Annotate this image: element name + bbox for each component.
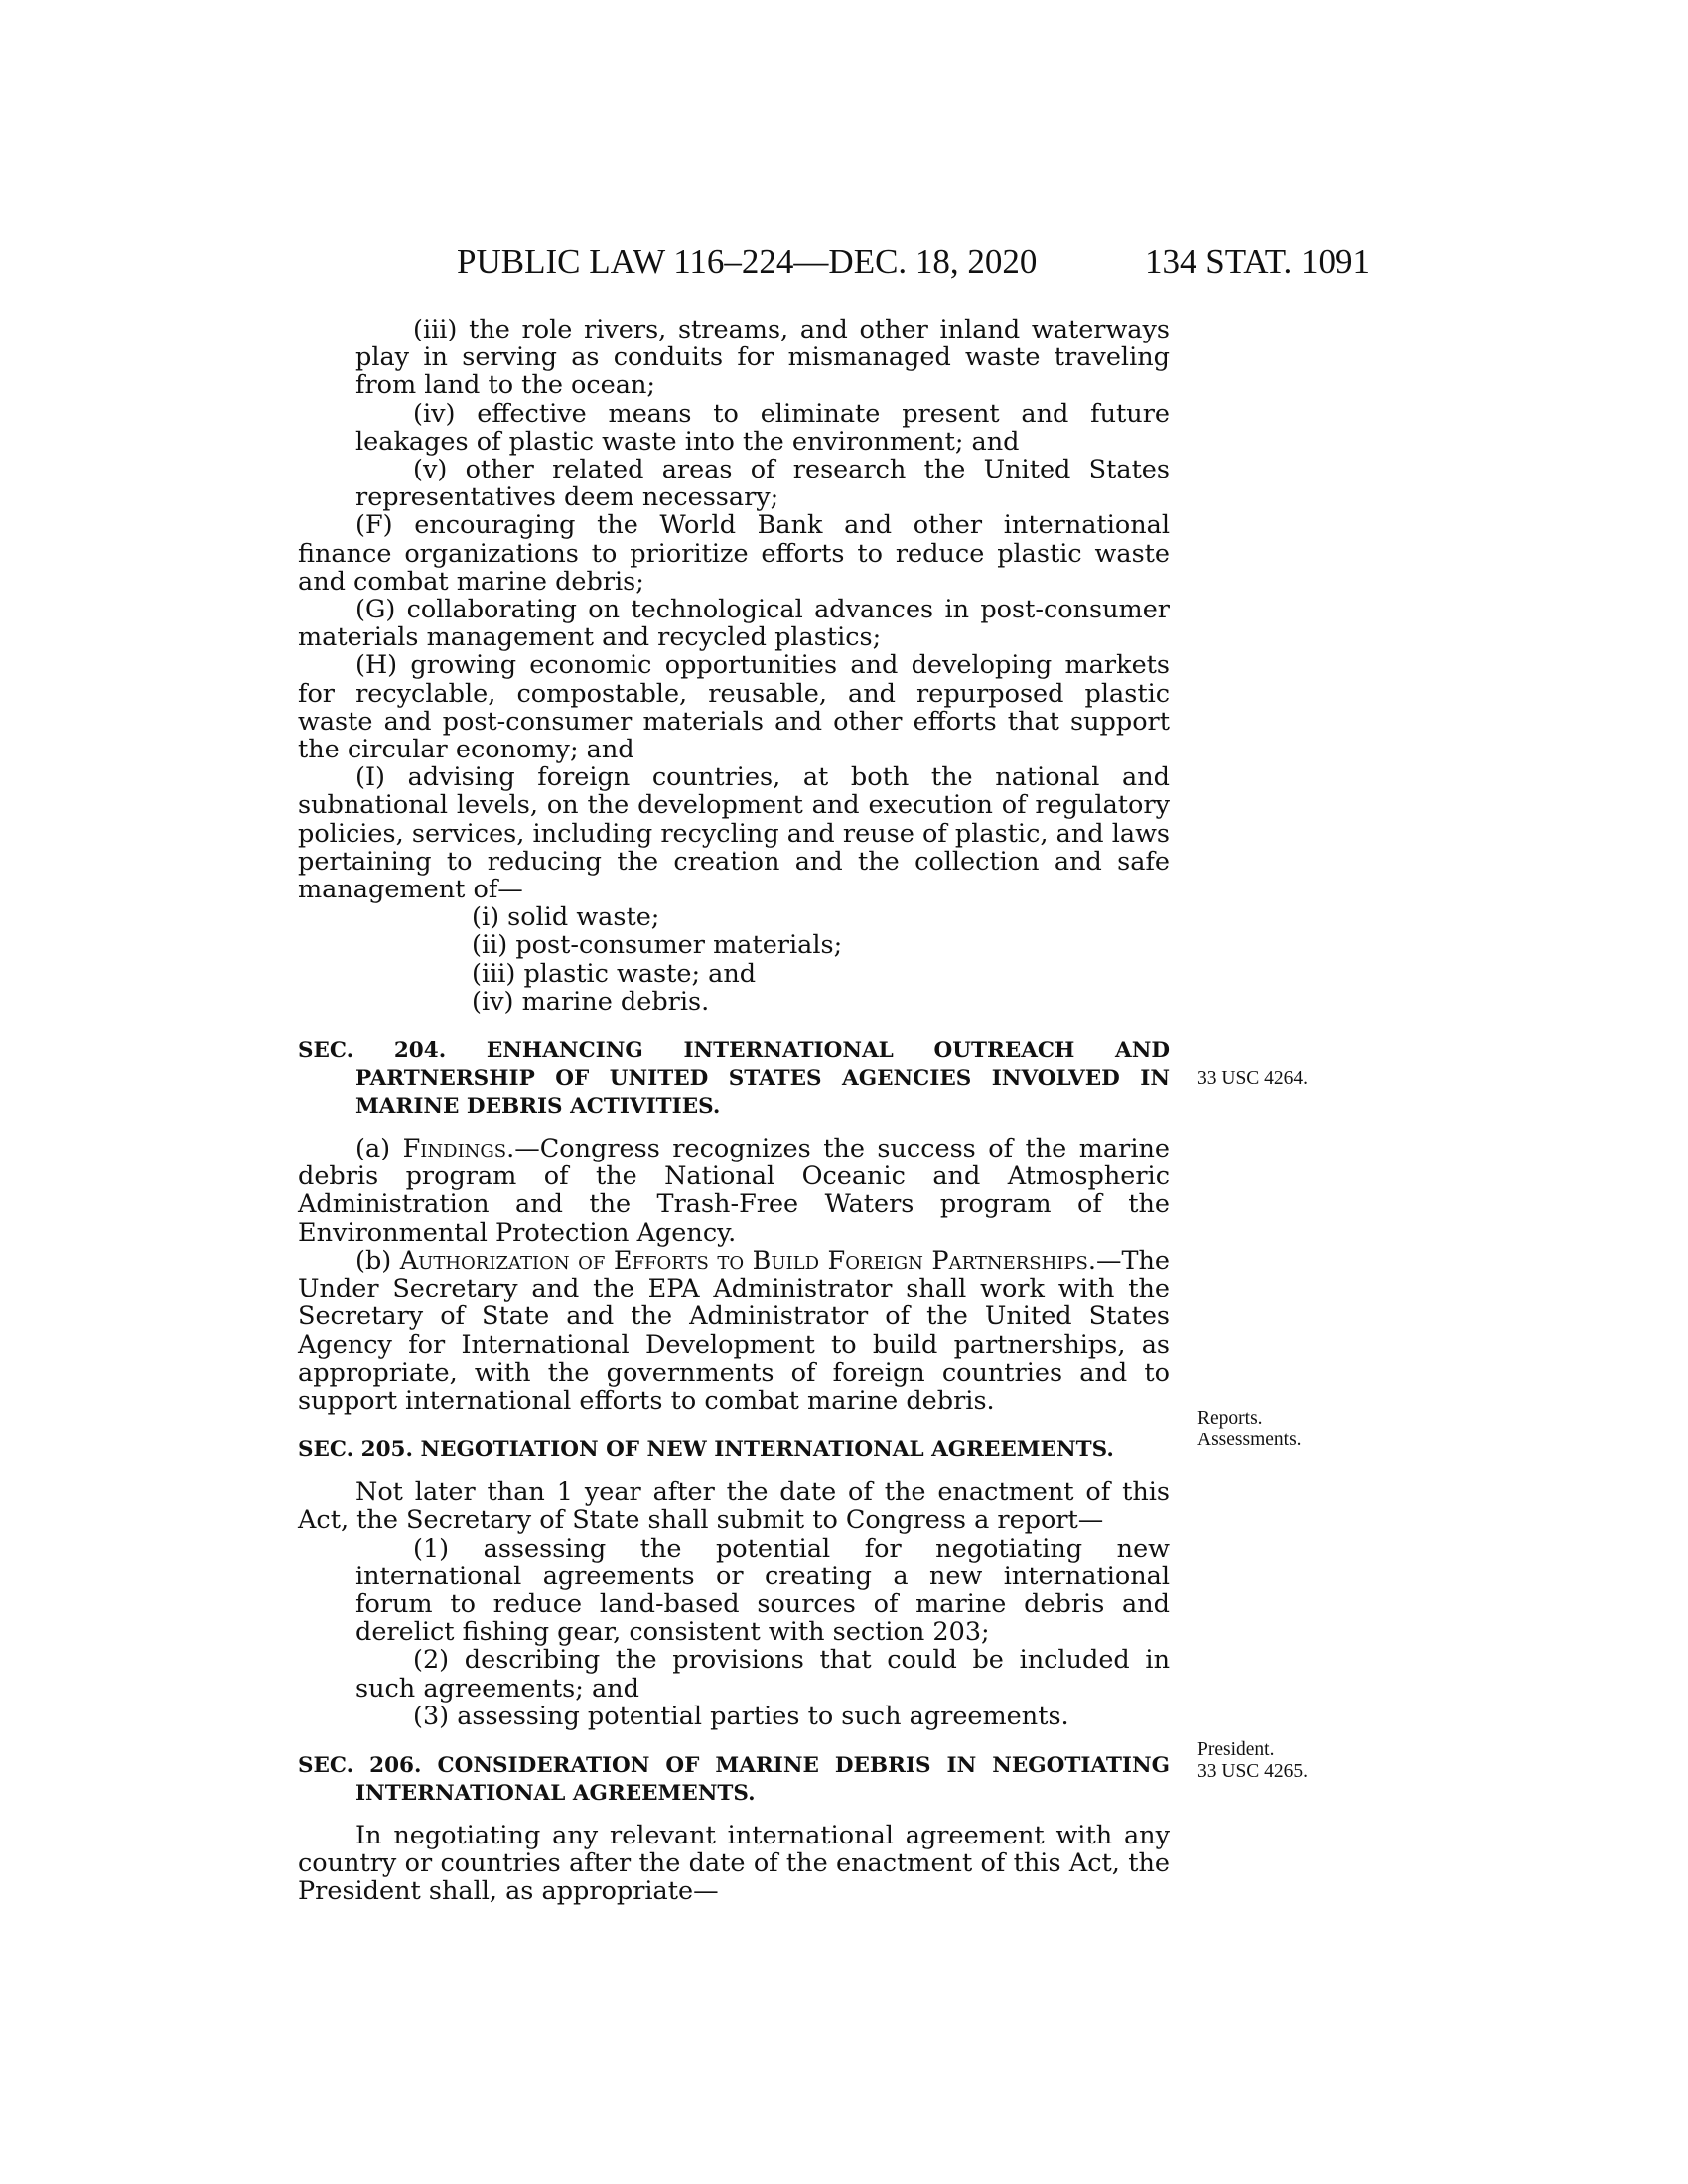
subparagraph-I: (I) advising foreign countries, at both the national and subnational levels, on the development and execution of regulatory policies, services, including recycling and reuse of plastic, and laws pertaining to reducing the creation and the collection and safe management of— (298, 762, 1170, 905)
section-204-subsection-a (298, 1135, 1170, 1247)
section-204-heading: SEC. 204. ENHANCING INTERNATIONAL OUTREACH AND PARTNERSHIP OF UNITED STATES AGENCIES INVOLVED IN MARINE DEBRIS ACTIVITIES. (298, 1038, 1170, 1120)
page-body (298, 316, 1170, 1906)
margin-note-sec204 (1197, 1068, 1308, 1090)
subparagraph-H: (H) growing economic opportunities and developing markets for recyclable, compostable, reusable, and repurposed plastic waste and post-consumer materials and other efforts that support the circular economy; and (298, 650, 1170, 765)
subparagraph-G: (G) collaborating on technological advances in post-consumer materials management and recycled plastics; (298, 595, 1170, 653)
clause-iii: (iii) the role rivers, streams, and other inland waterways play in serving as conduits for mismanaged waste traveling from land to the ocean; (355, 315, 1170, 401)
subsection-b-heading: Authorization of Efforts to Build Foreign Partnerships (399, 1245, 1088, 1276)
section-205-heading: SEC. 205. NEGOTIATION OF NEW INTERNATIONAL AGREEMENTS. (298, 1437, 1114, 1463)
margin-note-assessments: Assessments. (1197, 1430, 1302, 1450)
section-205-item: (2) describing the provisions that could be included in such agreements; and (355, 1645, 1170, 1704)
section-205-intro: Not later than 1 year after the date of the enactment of this Act, the Secretary of State shall submit to Congress a report— (298, 1477, 1170, 1536)
subsection-a-label: (a) (355, 1134, 403, 1164)
header-title: PUBLIC LAW 116–224—DEC. 18, 2020 (457, 242, 1038, 281)
clause-v: (v) other related areas of research the United States representatives deem necessary; (355, 455, 1170, 513)
subsection-a-text: .—Congress recognizes the success of the marine debris program of the National Oceanic and Atmospheric Administration and the Trash-Free Waters program of the Environmental Protection Agency. (298, 1134, 1170, 1248)
header-page-number: 134 STAT. 1091 (1145, 242, 1370, 281)
section-206-heading: SEC. 206. CONSIDERATION OF MARINE DEBRIS IN NEGOTIATING INTERNATIONAL AGREEMENTS. (298, 1752, 1170, 1806)
margin-note-reports: Reports. (1197, 1408, 1263, 1429)
margin-note-president: President. (1197, 1739, 1275, 1760)
section-205-item: (3) assessing potential parties to such agreements. (413, 1701, 1069, 1731)
subparagraph-I-item: (iv) marine debris. (472, 986, 710, 1017)
subsection-b-label: (b) (355, 1245, 400, 1276)
clause-iv: (iv) effective means to eliminate present and future leakages of plastic waste into the environment; and (355, 398, 1170, 457)
margin-note-sec206 (1197, 1739, 1308, 1783)
margin-note-citation: 33 USC 4264. (1197, 1068, 1309, 1089)
margin-note-sec205 (1197, 1408, 1302, 1451)
subparagraph-I-item: (iii) plastic waste; and (472, 958, 757, 989)
subparagraph-I-item: (ii) post-consumer materials; (472, 930, 843, 961)
subsection-b-text: .—The Under Secretary and the EPA Administrator shall work with the Secretary of State and the Administrator of the United States Agency for International Development to build partnerships, as appropriate, with the governments of foreign countries and to support international efforts to combat marine debris. (298, 1245, 1170, 1416)
section-204-subsection-b (298, 1247, 1170, 1415)
subsection-a-heading: Findings (402, 1134, 507, 1164)
section-205-item: (1) assessing the potential for negotiating new international agreements or creating a new international forum to reduce land-based sources of marine debris and derelict fishing gear, consistent with section 203; (355, 1533, 1170, 1648)
subparagraph-I-item: (i) solid waste; (472, 902, 660, 933)
subparagraph-F: (F) encouraging the World Bank and other international finance organizations to prioritize efforts to reduce plastic waste and combat marine debris; (298, 510, 1170, 597)
section-206-intro: In negotiating any relevant international agreement with any country or countries after the date of the enactment of this Act, the President shall, as appropriate— (298, 1820, 1170, 1907)
margin-note-citation: 33 USC 4265. (1197, 1761, 1309, 1782)
